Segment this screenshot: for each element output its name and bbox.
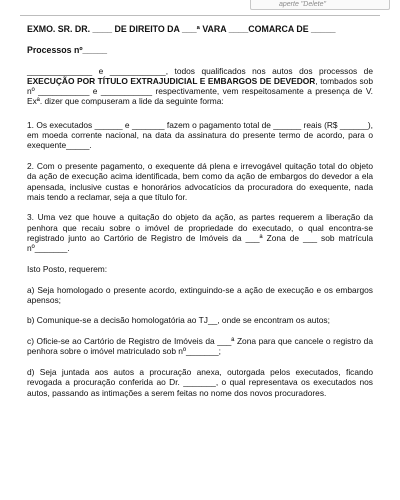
intro-bold-text: EXECUÇÃO POR TÍTULO EXTRAJUDICIAL E EMBARGOS DE DEVEDOR: [27, 75, 316, 86]
top-toolbar: [0, 0, 400, 10]
document-body: [27, 24, 373, 408]
processos-line: Processos nº_____: [27, 45, 107, 56]
item-2: 2. Com o presente pagamento, o exequente dá plena e irrevogável quitação total do objeto da ação de execução acima identificada, bem como da ação de embargos do devedor a ela apensada, inclusive custas e honorários advocatícios da procuradora do exequente, nada mais tendo a reclamar, seja a que título for.: [27, 160, 373, 202]
intro-text-b: , tombados sob nº ___________ e ___________ respectivamente, vem respeitosamente a presença de V. Exª. dizer que compuseram a lide da seguinte forma:: [27, 75, 374, 107]
intro-text-a: ______________ e ____________, todos qualificados nos autos dos processos de: [27, 65, 373, 76]
item-1: 1. Os executados ______ e _______ fazem o pagamento total de ______ reais (R$ ______), em moeda corrente nacional, na data da assinatura do presente termo de acordo, para o exequente_____.: [27, 119, 373, 151]
request-b: b) Comunique-se a decisão homologatória ao TJ__, onde se encontram os autos;: [27, 315, 330, 326]
item-3: 3. Uma vez que houve a quitação do objeto da ação, as partes requerem a liberação da penhora que recaiu sobre o imóvel de propriedade do executado, o qual encontra-se registrado junto ao Cartório de Registro de Imóveis da ___ª Zona de ___ sob matrícula nº_______.: [27, 212, 373, 254]
isto-posto: Isto Posto, requerem:: [27, 263, 108, 274]
intro-paragraph: [27, 66, 373, 107]
request-a: a) Seja homologado o presente acordo, extinguindo-se a ação de execução e os embargos apensos;: [27, 284, 373, 305]
document-heading: EXMO. SR. DR. ____ DE DIREITO DA ___ª VARA ____COMARCA DE _____: [27, 24, 336, 34]
divider: [20, 15, 380, 16]
request-c: c) Oficie-se ao Cartório de Registro de Imóveis da ___ª Zona para que cancele o registro da penhora sobre o imóvel matriculado sob nº_______;: [27, 336, 373, 357]
delete-hint: aperte "Delete": [250, 0, 390, 10]
request-d: d) Seja juntada aos autos a procuração anexa, outorgada pelos executados, ficando revogada a procuração conferida ao Dr. _______, o qual representava os executados nos autos, passando as intimações a serem feitas no nome dos novos procuradores.: [27, 366, 373, 398]
